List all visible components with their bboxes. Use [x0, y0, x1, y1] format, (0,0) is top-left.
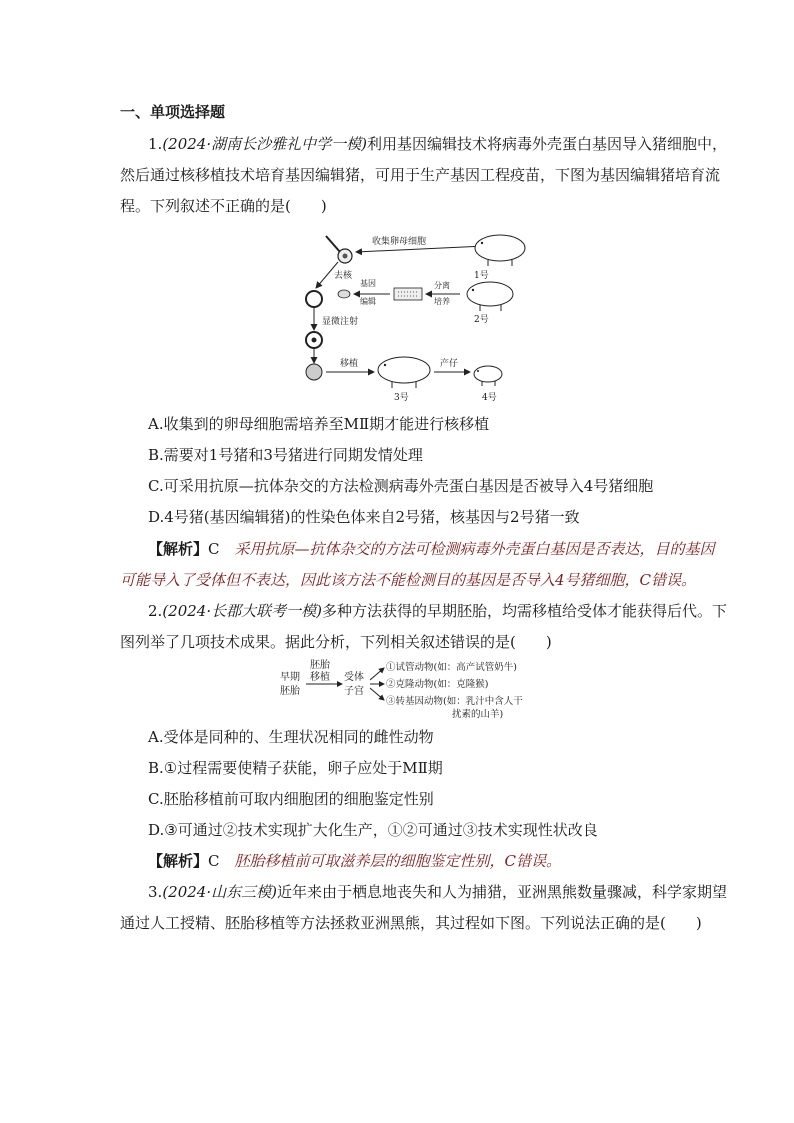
recipient-label-1: 受体	[344, 672, 364, 683]
pig-2-icon	[467, 282, 513, 311]
outcome-1: ①试管动物(如：高产试管奶牛)	[386, 662, 517, 673]
q1-analysis-line2: 可能导入了受体但不表达，因此该方法不能检测目的基因是否导入4号猪细胞，C错误。	[120, 571, 697, 589]
q2-source: (2024·长郡大联考一模)	[162, 602, 322, 620]
q1-option-b: B.需要对1号猪和3号猪进行同期发情处理	[148, 446, 423, 464]
q2-option-a: A.受体是同种的、生理状况相同的雌性动物	[148, 728, 434, 746]
section-title: 一、单项选择题	[120, 103, 226, 121]
birth-label: 产仔	[440, 359, 459, 369]
outcome-3-cont: 扰素的山羊)	[452, 709, 504, 720]
collect-label: 收集卵母细胞	[372, 237, 427, 247]
q1-line1	[148, 134, 727, 154]
pipette-icon	[326, 236, 352, 263]
gene-edit-label-2: 编辑	[360, 297, 376, 306]
early-embryo-label-2: 胚胎	[280, 686, 300, 697]
enucleated-egg-icon	[306, 291, 322, 307]
q2-line1	[148, 601, 727, 621]
q2-embryo-technology-diagram	[278, 656, 548, 720]
q1-breeding-flow-diagram	[290, 226, 530, 404]
q2-line2: 图列举了几项技术成果。据此分析，下列相关叙述错误的是( )	[120, 633, 552, 651]
q1-analysis-line1	[148, 539, 715, 559]
q1-option-c: C.可采用抗原—抗体杂交的方法检测病毒外壳蛋白基因是否被导入4号猪细胞	[148, 477, 654, 495]
gene-edit-label-1: 基因	[360, 279, 376, 288]
q1-line3: 程。下列叙述不正确的是( )	[120, 197, 327, 215]
q1-analysis-tag: 【解析】	[148, 540, 209, 558]
q2-analysis-text-1: 胚胎移植前可取滋养层的细胞鉴定性别，C错误。	[234, 852, 561, 870]
q1-number: 1.	[148, 135, 163, 153]
q2-analysis-tag: 【解析】	[148, 852, 209, 870]
q3-text-1: 近年来由于栖息地丧失和人为捕猎，亚洲黑熊数量骤减，科学家期望	[276, 883, 727, 901]
q1-source: (2024·湖南长沙雅礼中学一模)	[162, 135, 367, 153]
culture-label-1: 分离	[434, 281, 450, 290]
transplant-label: 移植	[340, 359, 359, 369]
q2-number: 2.	[148, 602, 163, 620]
q1-option-d: D.4号猪(基因编辑猪)的性染色体来自2号猪，核基因与2号猪一致	[148, 508, 580, 526]
culture-plate-icon	[394, 288, 422, 300]
q2-option-d: D.③可通过②技术实现扩大化生产，①②可通过③技术实现性状改良	[148, 821, 598, 839]
q3-line2: 通过人工授精、胚胎移植等方法拯救亚洲黑熊，其过程如下图。下列说法正确的是( )	[120, 914, 702, 932]
q2-text-1: 多种方法获得的早期胚胎，均需移植给受体才能获得后代。下	[321, 602, 727, 620]
pig-2-label: 2号	[474, 315, 489, 325]
q3-number: 3.	[148, 883, 163, 901]
early-embryo-label-1: 早期	[280, 672, 300, 683]
q1-text-1: 利用基因编辑技术将病毒外壳蛋白基因导入猪细胞中，	[366, 135, 727, 153]
pig-3-icon	[378, 357, 430, 388]
outcome-2: ②克隆动物(如：克隆猴)	[386, 679, 489, 690]
q1-line2: 然后通过核移植技术培育基因编辑猪，可用于生产基因工程疫苗，下图为基因编辑猪培育流	[120, 166, 721, 184]
recipient-label-2: 子宫	[344, 686, 364, 697]
q2-analysis-answer: C	[208, 852, 220, 870]
transfer-label-2: 移植	[310, 672, 330, 683]
pig-3-label: 3号	[394, 393, 409, 403]
transfer-label-1: 胚胎	[310, 660, 330, 671]
branch-arrow-3	[370, 688, 384, 700]
edited-cell-icon	[338, 290, 350, 298]
enucleate-label: 去核	[334, 271, 353, 281]
q2-option-b: B.①过程需要使精子获能，卵子应处于MⅡ期	[148, 759, 443, 777]
embryo-icon	[306, 364, 322, 380]
pig-1-label: 1号	[474, 271, 489, 281]
q3-line1	[148, 882, 727, 902]
q1-analysis-text-1: 采用抗原—抗体杂交的方法可检测病毒外壳蛋白基因是否表达，目的基因	[234, 540, 715, 558]
pig-4-icon	[474, 366, 502, 386]
reconstructed-egg-icon	[306, 332, 322, 348]
pig-1-icon	[475, 235, 525, 266]
microinject-label: 显微注射	[322, 317, 359, 327]
culture-label-2: 培养	[434, 297, 450, 306]
q2-analysis-line1	[148, 851, 561, 871]
outcome-3: ③转基因动物(如：乳汁中含人干	[386, 696, 523, 707]
q1-option-a: A.收集到的卵母细胞需培养至MⅡ期才能进行核移植	[148, 415, 490, 433]
pig-4-label: 4号	[482, 393, 497, 403]
branch-arrow-1	[370, 668, 384, 680]
q1-analysis-answer: C	[208, 540, 220, 558]
q2-option-c: C.胚胎移植前可取内细胞团的细胞鉴定性别	[148, 790, 434, 808]
q3-source: (2024·山东三模)	[162, 883, 277, 901]
